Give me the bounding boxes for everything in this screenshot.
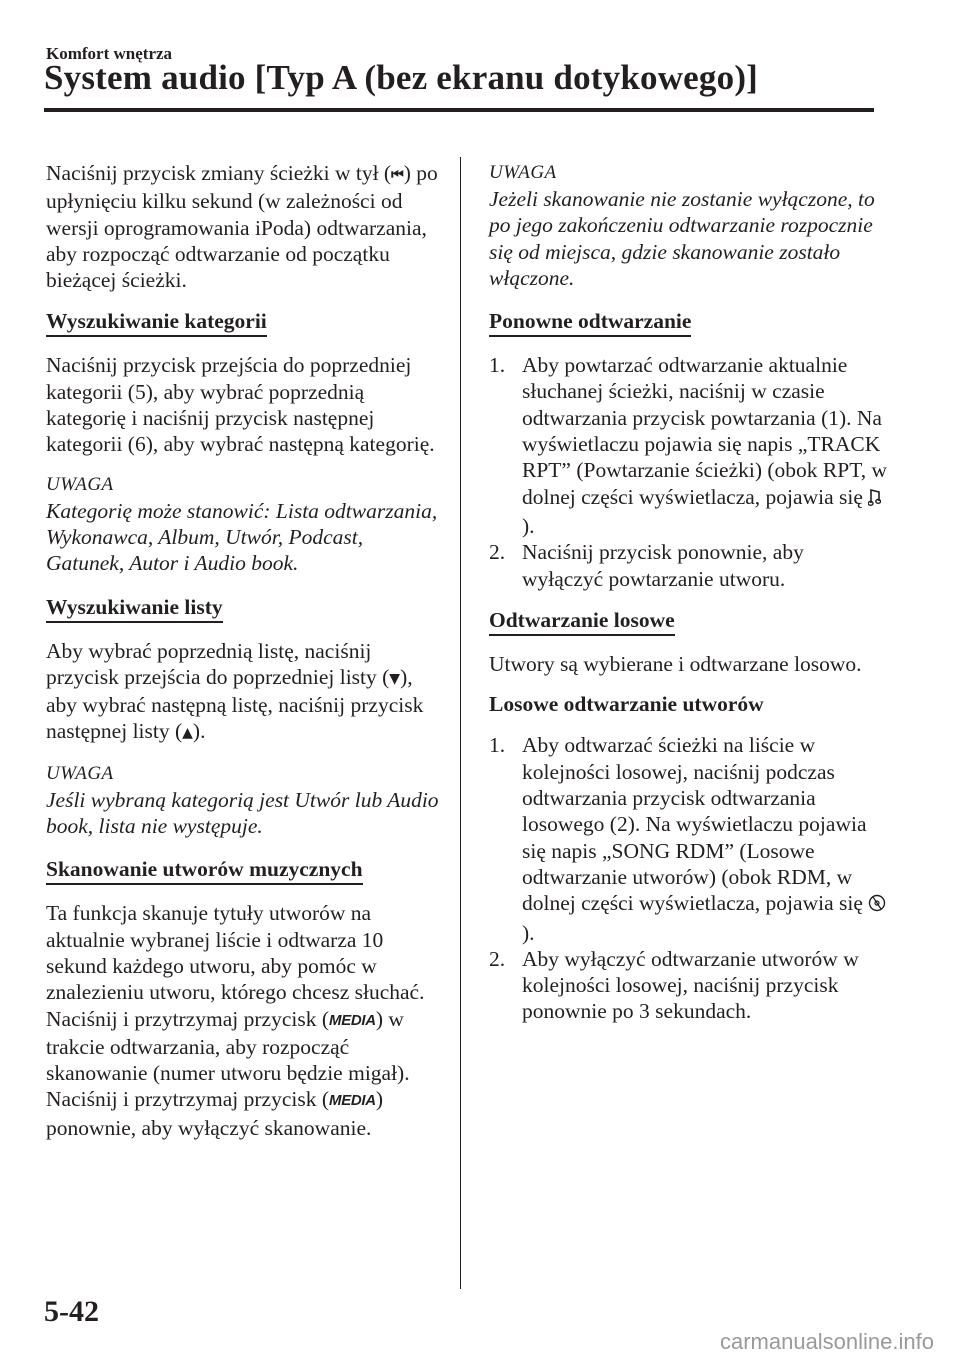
column-divider — [460, 157, 461, 1289]
scan-start-text: Naciśnij i przytrzymaj przycisk (MEDIA) w trakcie odtwarzania, aby rozpocząć skanowanie (numer utworu będzie migał). — [46, 1006, 410, 1086]
random-heading: Odtwarzanie losowe — [489, 608, 675, 636]
header-rule — [44, 108, 874, 112]
watermark: carmanualsonline.info — [719, 1329, 934, 1354]
list-item: 2. Aby wyłączyć odtwarzanie utworów w kolejności losowej, naciśnij przycisk ponownie po 3 sekundach. — [489, 946, 859, 1024]
media-button-icon: MEDIA — [329, 1011, 376, 1029]
left-column — [46, 160, 444, 1155]
repeat-heading: Ponowne odtwarzanie — [489, 309, 691, 337]
repeat-steps — [489, 352, 889, 592]
media-button-icon: MEDIA — [329, 1092, 376, 1110]
category-search-heading: Wyszukiwanie kategorii — [46, 309, 267, 337]
music-note-icon — [868, 487, 881, 513]
page-number: 5-42 — [44, 1295, 99, 1328]
note-label: UWAGA — [489, 162, 557, 183]
disc-icon — [868, 893, 886, 919]
category-search-text: Naciśnij przycisk przejścia do poprzedniej kategorii (5), aby wybrać poprzednią kategorię i naciśnij przycisk następnej kategorii (6), aby wybrać następną kategorię. — [46, 353, 435, 457]
random-steps — [489, 732, 889, 1024]
right-column — [489, 160, 889, 1039]
up-arrow-icon: ▲ — [182, 725, 193, 742]
random-text: Utwory są wybierane i odtwarzane losowo. — [489, 651, 862, 676]
list-search-heading: Wyszukiwanie listy — [46, 595, 223, 623]
category-note: Kategorię może stanowić: Lista odtwarzania, Wykonawca, Album, Utwór, Podcast, Gatunek, Autor i Audio book. — [46, 498, 438, 576]
scan-heading: Skanowanie utworów muzycznych — [46, 857, 363, 885]
list-search-text: Aby wybrać poprzednią listę, naciśnij przycisk przejścia do poprzedniej listy (▼), aby wybrać następną listę, naciśnij przycisk następnej listy (▲). — [46, 638, 444, 747]
prev-track-icon: ⏮ — [391, 167, 404, 183]
scan-text: Ta funkcja skanuje tytuły utworów na aktualnie wybranej liście i odtwarza 10 sekund każdego utworu, aby pomóc w znalezieniu utworu, którego chcesz słuchać. — [46, 901, 425, 1005]
list-note: Jeśli wybraną kategorią jest Utwór lub Audio book, lista nie występuje. — [46, 787, 439, 839]
note-label: UWAGA — [46, 473, 114, 495]
list-item: 2. Naciśnij przycisk ponownie, aby wyłączyć powtarzanie utworu. — [489, 540, 804, 591]
scan-note: Jeżeli skanowanie nie zostanie wyłączone, to po jego zakończeniu odtwarzanie rozpocznie się od miejsca, gdzie skanowanie zostało włączone. — [489, 187, 875, 290]
down-arrow-icon: ▼ — [389, 670, 401, 687]
section-label: Komfort wnętrza — [46, 44, 173, 63]
note-label: UWAGA — [46, 762, 114, 784]
chapter-title: System audio [Typ A (bez ekranu dotykowego)] — [44, 58, 759, 97]
scan-stop-text: Naciśnij i przytrzymaj przycisk (MEDIA) ponownie, aby wyłączyć skanowanie. — [46, 1087, 384, 1140]
intro-paragraph: Naciśnij przycisk zmiany ścieżki w tył (⏮) po upłynięciu kilku sekund (w zależności od wersji oprogramowania iPoda) odtwarzania, aby rozpocząć odtwarzanie od początku bieżącej ścieżki. — [46, 161, 438, 293]
list-item: 1. Aby powtarzać odtwarzanie aktualnie słuchanej ścieżki, naciśnij w czasie odtwarzania przycisk powtarzania (1). Na wyświetlaczu pojawia się napis „TRACK RPT” (Powtarzanie ścieżki) (obok RPT, w dolnej części wyświetlacza, pojawia się ). — [489, 353, 888, 538]
random-songs-heading: Losowe odtwarzanie utworów — [489, 692, 764, 717]
list-item: 1. Aby odtwarzać ścieżki na liście w kolejności losowej, naciśnij podczas odtwarzania przycisk odtwarzania losowego (2). Na wyświetlaczu pojawia się napis „SONG RDM” (Losowe odtwarzanie utworów) (obok RDM, w dolnej części wyświetlacza, pojawia się ). — [489, 732, 889, 945]
